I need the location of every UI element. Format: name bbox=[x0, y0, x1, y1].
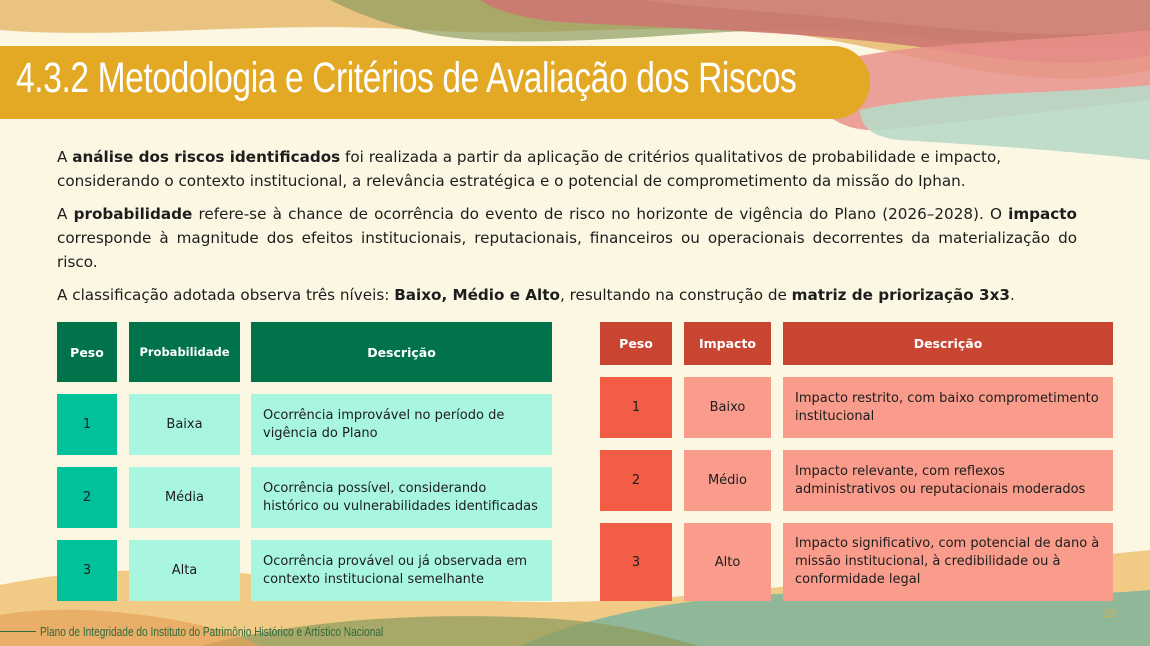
footer-divider bbox=[0, 631, 36, 632]
bold-levels: Baixo, Médio e Alto bbox=[394, 286, 560, 304]
footer-text: Plano de Integridade do Instituto do Patrimônio Histórico e Artístico Nacional bbox=[40, 624, 384, 639]
body-text bbox=[57, 145, 1077, 316]
prob-row-2-peso: 2 bbox=[57, 467, 117, 528]
impact-header-impacto: Impacto bbox=[684, 322, 771, 365]
page-title: 4.3.2 Metodologia e Critérios de Avaliação dos Riscos bbox=[16, 54, 797, 102]
prob-row-3-level: Alta bbox=[129, 540, 240, 601]
prob-row-1-level: Baixa bbox=[129, 394, 240, 455]
prob-row-1-desc: Ocorrência improvável no período de vigência do Plano bbox=[251, 394, 552, 455]
impact-row-2-desc: Impacto relevante, com reflexos administrativos ou reputacionais moderados bbox=[783, 450, 1113, 511]
bold-impact: impacto bbox=[1008, 205, 1077, 223]
bold-analysis: análise dos riscos identificados bbox=[72, 148, 341, 166]
prob-row-2-desc: Ocorrência possível, considerando histórico ou vulnerabilidades identificadas bbox=[251, 467, 552, 528]
impact-row-3-desc: Impacto significativo, com potencial de dano à missão institucional, à credibilidade ou à conformidade legal bbox=[783, 523, 1113, 601]
impact-row-3-level: Alto bbox=[684, 523, 771, 601]
impact-row-2-level: Médio bbox=[684, 450, 771, 511]
paragraph-classification: A classificação adotada observa três níveis: Baixo, Médio e Alto, resultando na construção de matriz de priorização 3x3. bbox=[57, 286, 1015, 304]
impact-row-2-peso: 2 bbox=[600, 450, 672, 511]
impact-row-3-peso: 3 bbox=[600, 523, 672, 601]
impact-header-descricao: Descrição bbox=[783, 322, 1113, 365]
impact-row-1-level: Baixo bbox=[684, 377, 771, 438]
paragraph-analysis: A análise dos riscos identificados foi realizada a partir da aplicação de critérios qualitativos de probabilidade e impacto, considerando o contexto institucional, a relevância estratégica e o potencial de comprometimento da missão do Iphan. bbox=[57, 148, 1002, 190]
prob-row-2-level: Média bbox=[129, 467, 240, 528]
prob-row-3-desc: Ocorrência provável ou já observada em contexto institucional semelhante bbox=[251, 540, 552, 601]
impact-row-1-peso: 1 bbox=[600, 377, 672, 438]
impact-row-1-desc: Impacto restrito, com baixo comprometimento institucional bbox=[783, 377, 1113, 438]
paragraph-probability-impact: A probabilidade refere-se à chance de ocorrência do evento de risco no horizonte de vigência do Plano (2026–2028). O impacto corresponde à magnitude dos efeitos institucionais, reputacionais, financeiros ou operacionais decorrentes da materialização do risco. bbox=[57, 205, 1077, 271]
prob-header-descricao: Descrição bbox=[251, 322, 552, 382]
bold-matrix: matriz de priorização 3x3 bbox=[791, 286, 1010, 304]
page-number: 26 bbox=[1104, 608, 1117, 620]
impact-header-peso: Peso bbox=[600, 322, 672, 365]
prob-header-probabilidade: Probabilidade bbox=[129, 322, 240, 382]
prob-row-3-peso: 3 bbox=[57, 540, 117, 601]
prob-row-1-peso: 1 bbox=[57, 394, 117, 455]
bold-probability: probabilidade bbox=[73, 205, 193, 223]
prob-header-peso: Peso bbox=[57, 322, 117, 382]
